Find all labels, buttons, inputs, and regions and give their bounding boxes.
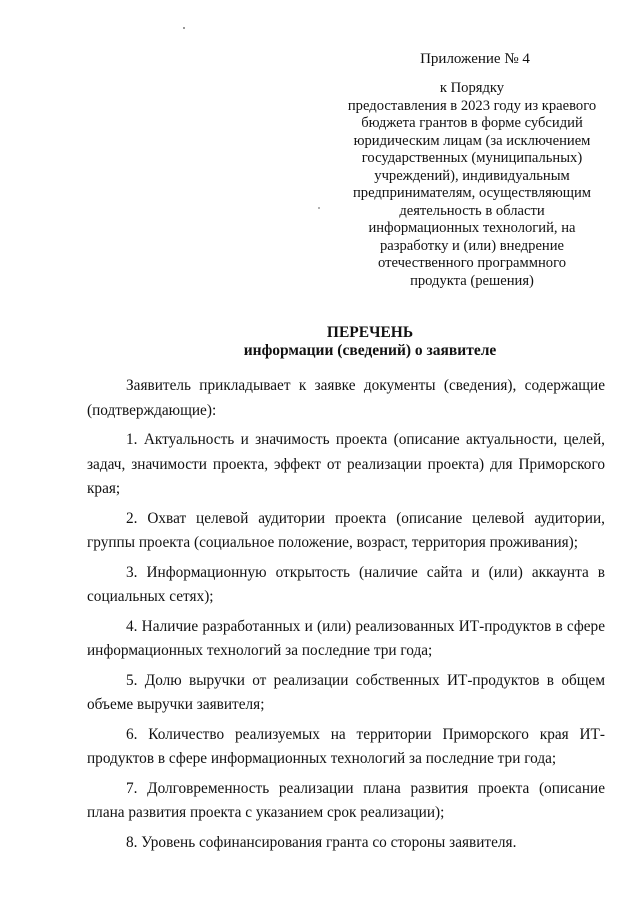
annex-line: к Порядку: [439, 80, 505, 96]
intro-paragraph: Заявитель прикладывает к заявке документы (сведения), содержащие (подтверждающие):: [87, 377, 605, 419]
annex-line: разработку и (или) внедрение: [379, 237, 565, 254]
annex-line: предоставления в 2023 году из краевого: [347, 97, 597, 114]
list-item: 6. Количество реализуемых на территории Приморского края ИТ-продуктов в сфере информационных технологий за последние три года;: [87, 725, 605, 767]
annex-number: Приложение № 4: [420, 51, 530, 67]
scan-speck: [183, 27, 185, 29]
annex-line: отечественного программного: [377, 255, 567, 271]
list-item: 3. Информационную открытость (наличие сайта и (или) аккаунта в социальных сетях);: [87, 563, 605, 605]
annex-line: бюджета грантов в форме субсидий: [361, 115, 583, 131]
annex-line: деятельность в области: [399, 202, 545, 219]
annex-line: юридическим лицам (за исключением: [353, 132, 591, 149]
scan-speck: [318, 207, 320, 209]
annex-line: учреждений), индивидуальным: [374, 167, 570, 184]
list-item: 4. Наличие разработанных и (или) реализованных ИТ-продуктов в сфере информационных технологий за последние три года;: [87, 617, 605, 659]
annex-reference: [332, 80, 612, 290]
document-subtitle: информации (сведений) о заявителе: [243, 342, 497, 359]
list-item: 7. Долговременность реализации плана развития проекта (описание плана развития проекта с указанием срок реализации);: [87, 779, 605, 821]
list-item: 5. Долю выручки от реализации собственных ИТ-продуктов в общем объеме выручки заявителя;: [87, 671, 605, 713]
annex-line: продукта (решения): [410, 272, 534, 289]
document-body: [87, 374, 605, 860]
annex-line: информационных технологий, на: [368, 220, 576, 236]
list-item: 1. Актуальность и значимость проекта (описание актуальности, целей, задач, значимости проекта, эффект от реализации проекта) для Приморского края;: [87, 431, 605, 497]
annex-line: государственных (муниципальных): [361, 150, 583, 166]
list-item: 2. Охват целевой аудитории проекта (описание целевой аудитории, группы проекта (социальное положение, возраст, территория проживания);: [87, 509, 605, 551]
list-item: 8. Уровень софинансирования гранта со стороны заявителя.: [126, 833, 517, 851]
annex-line: предпринимателям, осуществляющим: [352, 185, 592, 201]
document-title: ПЕРЕЧЕНЬ: [326, 324, 414, 341]
